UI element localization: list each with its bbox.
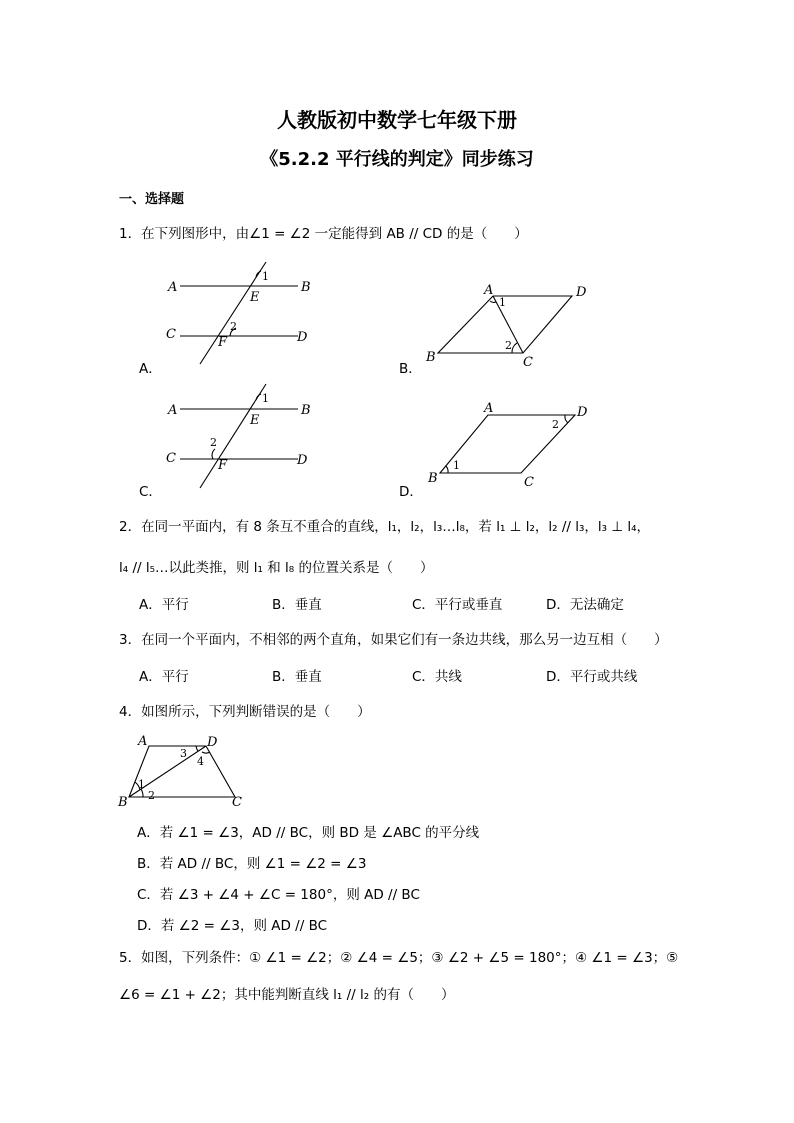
question-5-line-1: 5．如图，下列条件：① ∠1 = ∠2；② ∠4 = ∠5；③ ∠2 + ∠5 = 180°；④ ∠1 = ∠3；⑤ (119, 950, 679, 966)
fig-a-label-a: A (168, 280, 178, 295)
fig-a-angle-2: 2 (230, 320, 237, 333)
fig-b-label-d: D (576, 285, 587, 300)
fig-c-angle-1: 1 (262, 392, 269, 405)
fig-b-label-a: A (484, 283, 494, 298)
q4-fig-label-b: B (118, 795, 128, 810)
q1-option-d-label: D． (399, 484, 423, 500)
q2-option-b: B．垂直 (272, 597, 322, 613)
q4-fig-label-d: D (207, 735, 218, 750)
q2-option-d: D．无法确定 (546, 597, 624, 613)
document-subtitle: 《5.2.2 平行线的判定》同步练习 (260, 149, 534, 170)
q3-option-b: B．垂直 (272, 669, 322, 685)
q4-fig-angle-1: 1 (138, 778, 145, 791)
question-3-stem: 3．在同一个平面内，不相邻的两个直角，如果它们有一条边共线，那么另一边互相（ ） (119, 632, 668, 648)
fig-d-angle-2: 2 (552, 418, 559, 431)
q3-option-a: A．平行 (139, 669, 189, 685)
fig-a-label-d: D (297, 330, 308, 345)
question-4-stem: 4．如图所示，下列判断错误的是（ ） (119, 704, 371, 720)
fig-a-label-c: C (166, 327, 176, 342)
fig-b-angle-1: 1 (499, 296, 506, 309)
q4-option-d: D．若 ∠2 = ∠3，则 AD // BC (137, 918, 328, 934)
fig-c-angle-2: 2 (210, 436, 217, 449)
q4-option-c: C．若 ∠3 + ∠4 + ∠C = 180°，则 AD // BC (137, 887, 420, 903)
section-heading: 一、选择题 (119, 192, 185, 207)
q4-fig-angle-3: 3 (180, 747, 187, 760)
fig-a-label-b: B (301, 280, 311, 295)
question-5-line-2: ∠6 = ∠1 + ∠2；其中能判断直线 l₁ // l₂ 的有（ ） (119, 987, 455, 1003)
q1-figure-c (180, 384, 298, 488)
question-2-line-2: l₄ // l₅…以此类推，则 l₁ 和 l₈ 的位置关系是（ ） (119, 560, 434, 576)
q2-option-a: A．平行 (139, 597, 189, 613)
fig-a-label-e: E (250, 290, 260, 305)
q1-option-a-label: A． (139, 361, 162, 377)
fig-d-label-d: D (577, 405, 588, 420)
question-2-line-1: 2．在同一平面内，有 8 条互不重合的直线，l₁，l₂，l₃…l₈，若 l₁ ⊥ l₂，l₂ // l₃，l₃ ⊥ l₄， (119, 519, 651, 535)
q4-fig-label-c: C (232, 795, 242, 810)
fig-a-angle-1: 1 (262, 270, 269, 283)
fig-b-label-c: C (523, 355, 533, 370)
q1-option-b-label: B． (399, 361, 422, 377)
document-title: 人教版初中数学七年级下册 (277, 108, 517, 132)
fig-c-label-e: E (250, 413, 260, 428)
fig-b-label-b: B (426, 350, 436, 365)
fig-c-label-c: C (166, 451, 176, 466)
q1-figure-a (180, 262, 298, 364)
fig-d-label-b: B (428, 471, 438, 486)
fig-c-label-a: A (168, 403, 178, 418)
q3-option-c: C．共线 (412, 669, 462, 685)
q4-fig-angle-2: 2 (148, 789, 155, 802)
question-1-stem: 1．在下列图形中，由∠1 = ∠2 一定能得到 AB // CD 的是（ ） (119, 226, 528, 242)
q3-option-d: D．平行或共线 (546, 669, 638, 685)
fig-d-label-a: A (484, 401, 494, 416)
q4-fig-label-a: A (138, 734, 148, 749)
fig-d-label-c: C (524, 475, 534, 490)
fig-c-label-d: D (297, 453, 308, 468)
fig-a-label-f: F (218, 335, 228, 350)
fig-c-label-b: B (301, 403, 311, 418)
q2-option-c: C．平行或垂直 (412, 597, 503, 613)
q4-option-b: B．若 AD // BC，则 ∠1 = ∠2 = ∠3 (137, 856, 367, 872)
fig-c-label-f: F (218, 458, 228, 473)
q1-option-c-label: C． (139, 484, 162, 500)
q4-option-a: A．若 ∠1 = ∠3，AD // BC，则 BD 是 ∠ABC 的平分线 (137, 825, 480, 841)
fig-d-angle-1: 1 (453, 459, 460, 472)
fig-b-angle-2: 2 (505, 339, 512, 352)
q4-fig-angle-4: 4 (197, 755, 204, 768)
